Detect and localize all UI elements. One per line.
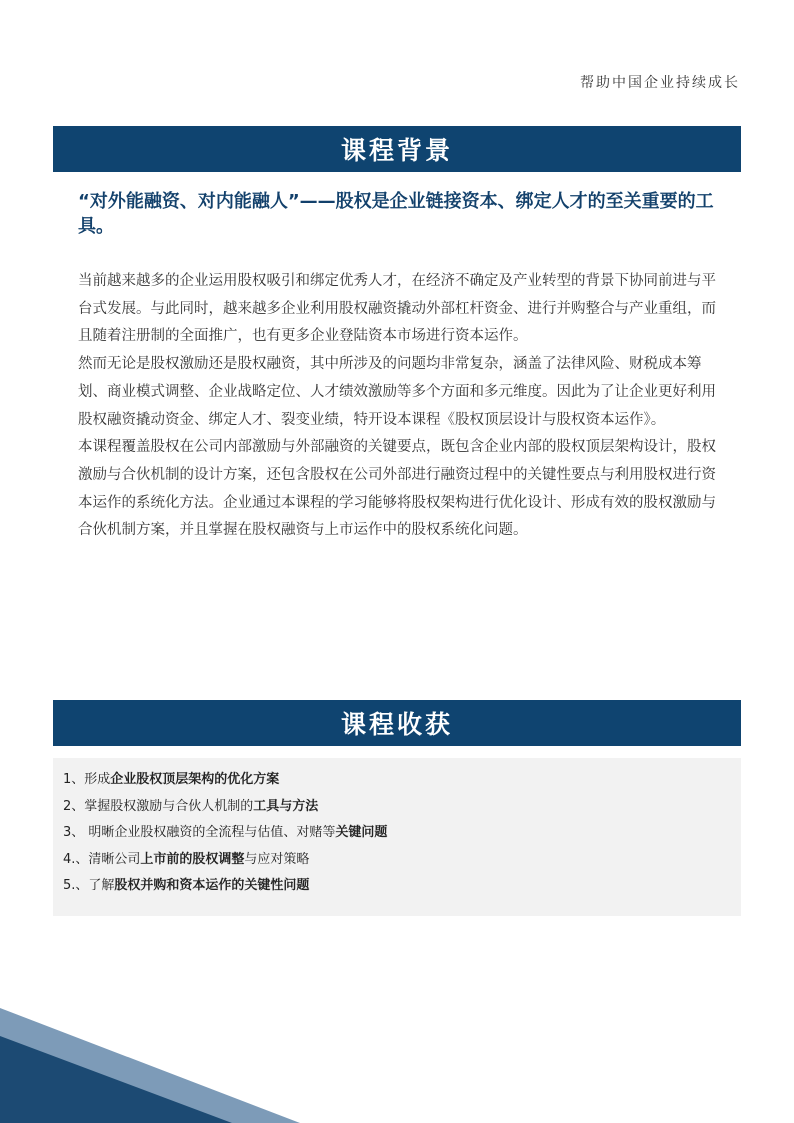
- gains-box: [53, 758, 741, 916]
- gain-item-5: [63, 873, 741, 900]
- background-paragraph-1: 当前越来越多的企业运用股权吸引和绑定优秀人才，在经济不确定及产业转型的背景下协同前进与平台式发展。与此同时，越来越多企业利用股权融资撬动外部杠杆资金、进行并购整合与产业重组，而且随着注册制的全面推广，也有更多企业登陆资本市场进行资本运作。: [78, 273, 716, 345]
- background-paragraph-2: 然而无论是股权激励还是股权融资，其中所涉及的问题均非常复杂，涵盖了法律风险、财税成本筹划、商业模式调整、企业战略定位、人才绩效激励等多个方面和多元维度。因此为了让企业更好利用股权融资撬动资金、绑定人才、裂变业绩，特开设本课程《股权顶层设计与股权资本运作》。: [78, 356, 716, 428]
- gain-item-1: [63, 767, 741, 794]
- gain-item-3-prefix: 3、 明晰企业股权融资的全流程与估值、对赌等: [63, 825, 336, 840]
- section-title-background: [53, 126, 741, 172]
- gain-item-4-suffix: 与应对策略: [244, 851, 310, 867]
- background-body: [78, 268, 720, 545]
- section-title-background-text: 课程背景: [340, 136, 453, 165]
- gain-item-2-prefix: 2、掌握股权激励与合伙人机制的: [63, 798, 254, 814]
- gain-item-3: [63, 820, 741, 847]
- corner-decoration: [0, 1008, 320, 1123]
- gain-item-3-bold: 关键问题: [335, 825, 388, 840]
- gain-item-4-bold: 上市前的股权调整: [140, 851, 245, 867]
- gains-list: [53, 758, 741, 900]
- gain-item-1-prefix: 1、形成: [63, 772, 111, 787]
- background-quote: “对外能融资、对内能融人”——股权是企业链接资本、绑定人才的至关重要的工具。: [78, 191, 714, 237]
- gain-item-2-bold: 工具与方法: [253, 798, 319, 814]
- section-title-gains-text: 课程收获: [340, 710, 453, 739]
- header-tagline: 帮助中国企业持续成长: [580, 75, 740, 91]
- gain-item-4: [63, 847, 741, 874]
- gain-item-1-bold: 企业股权顶层架构的优化方案: [110, 772, 280, 787]
- gain-item-4-prefix: 4.、清晰公司: [63, 851, 141, 867]
- gain-item-5-bold: 股权并购和资本运作的关键性问题: [114, 878, 310, 893]
- gain-item-5-prefix: 5.、了解: [63, 878, 115, 893]
- section-title-gains: [53, 700, 741, 746]
- gain-item-2: [63, 794, 741, 821]
- background-paragraph-3: 本课程覆盖股权在公司内部激励与外部融资的关键要点，既包含企业内部的股权顶层架构设计，股权激励与合伙机制的设计方案，还包含股权在公司外部进行融资过程中的关键性要点与利用股权进行资本运作的系统化方法。企业通过本课程的学习能够将股权架构进行优化设计、形成有效的股权激励与合伙机制方案，并且掌握在股权融资与上市运作中的股权系统化问题。: [78, 439, 716, 539]
